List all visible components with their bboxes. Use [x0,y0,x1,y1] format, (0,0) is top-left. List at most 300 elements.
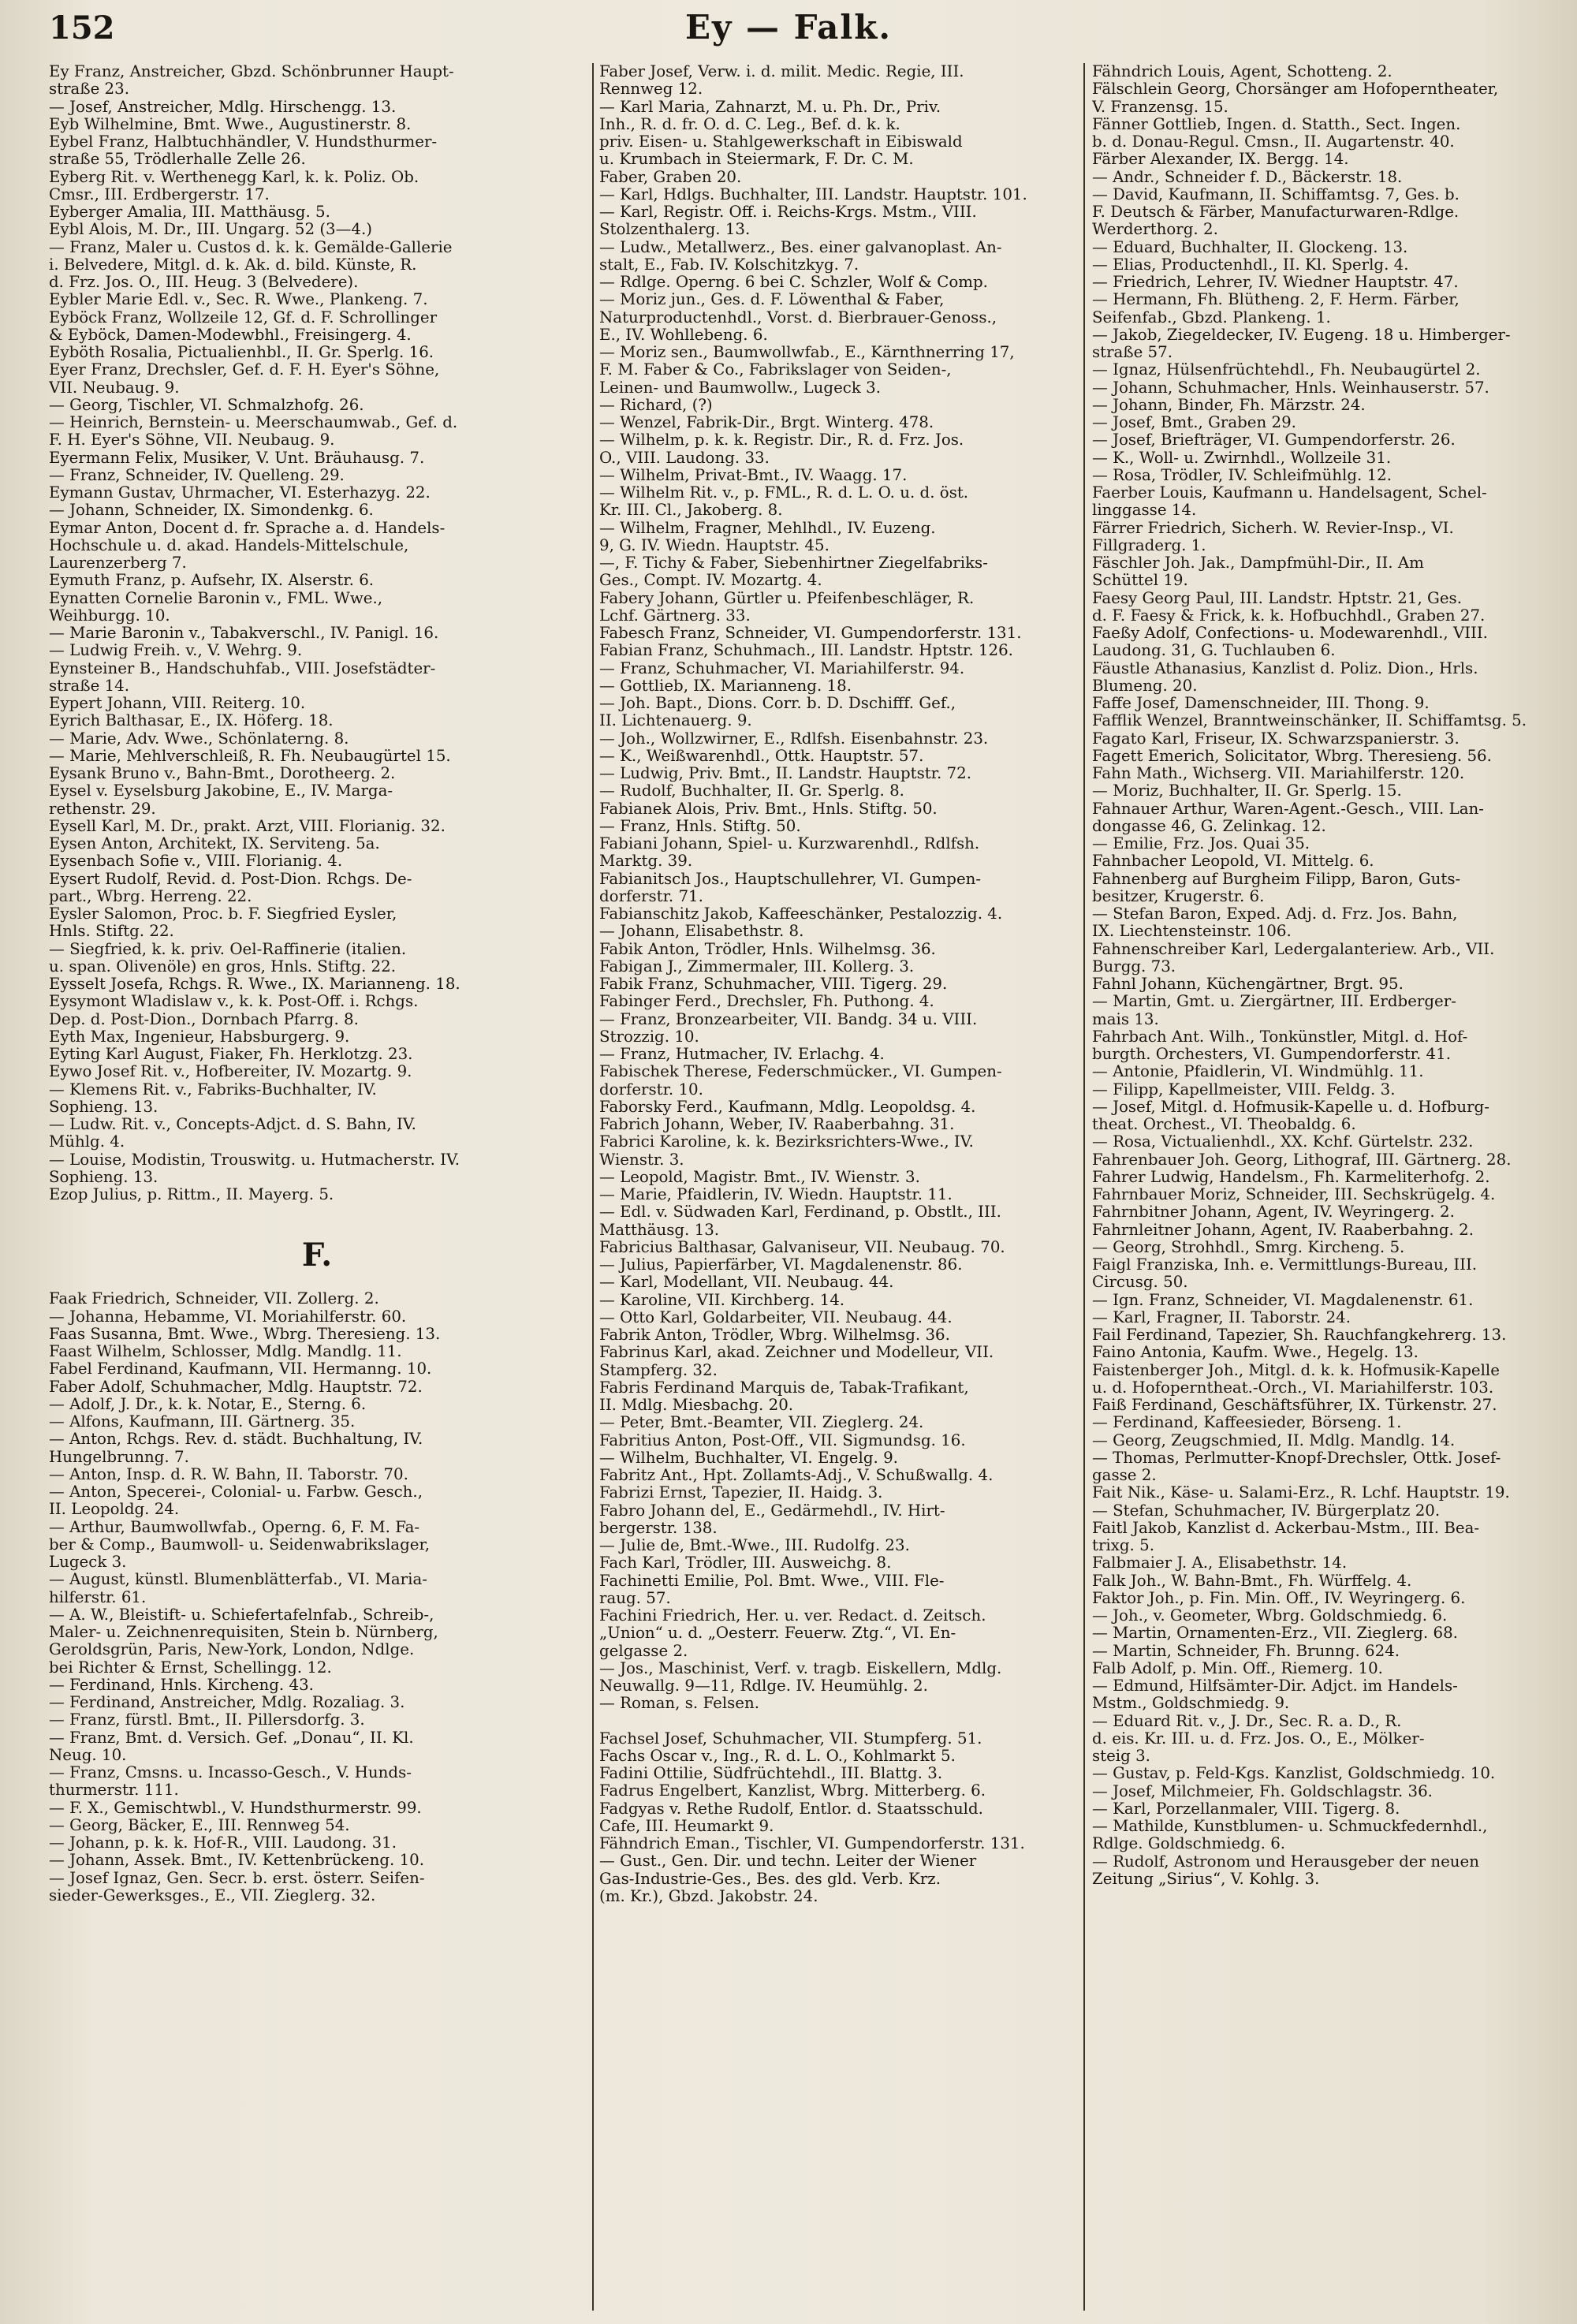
directory-line: — Joh. Bapt., Dions. Corr. b. D. Dschifff. Gef., [599,695,956,712]
directory-line: Faborsky Ferd., Kaufmann, Mdlg. Leopoldsg. 4. [599,1098,976,1116]
directory-line: Eymuth Franz, p. Aufsehr, IX. Alserstr. 6. [49,572,375,590]
directory-line: Laurenzerberg 7. [49,554,187,572]
directory-line: Faber, Graben 20. [599,168,742,186]
directory-line: — Josef, Mitgl. d. Hofmusik-Kapelle u. d. Hofburg- [1092,1098,1489,1116]
directory-line: Fahn Math., Wichserg. VII. Mariahilferstr. 120. [1092,765,1465,782]
directory-line: Fabianek Alois, Priv. Bmt., Hnls. Stiftg. 50. [599,800,938,818]
directory-line: — David, Kaufmann, II. Schiffamtsg. 7, Ges. b. [1092,185,1460,203]
directory-line: Laudong. 31, G. Tuchlauben 6. [1092,642,1336,660]
directory-line: — A. W., Bleistift- u. Schiefertafelnfab., Schreib-, [49,1606,434,1624]
directory-line: Fagett Emerich, Solicitator, Wbrg. Theresieng. 56. [1092,747,1492,765]
directory-line: Faast Wilhelm, Schlosser, Mdlg. Mandlg. 11. [49,1343,402,1360]
directory-line: Fabrich Johann, Weber, IV. Raaberbahng. 31. [599,1116,955,1133]
directory-line: Eyting Karl August, Fiaker, Fh. Herklotzg. 23. [49,1046,413,1063]
directory-line: gelgasse 2. [599,1642,688,1660]
directory-line: Eynsteiner B., Handschuhfab., VIII. Josefstädter- [49,659,436,677]
directory-line: — Gottlieb, IX. Marianneng. 18. [599,677,852,695]
directory-line: — Franz, Bronzearbeiter, VII. Bandg. 34 u. VIII. [599,1010,978,1028]
directory-line: Cmsr., III. Erdbergerstr. 17. [49,185,270,203]
directory-line: Eyberger Amalia, III. Matthäusg. 5. [49,203,330,221]
directory-line: Faigl Franziska, Inh. e. Vermittlungs-Bureau, III. [1092,1256,1478,1274]
directory-line: Sophieng. 13. [49,1168,158,1186]
directory-line: Fäustle Athanasius, Kanzlist d. Poliz. Dion., Hrls. [1092,659,1478,677]
directory-line: straße 23. [49,80,130,99]
directory-line: Fahrnbauer Moriz, Schneider, III. Sechskrügelg. 4. [1092,1186,1496,1203]
directory-line: — Franz, Schneider, IV. Quelleng. 29. [49,466,345,484]
directory-line: Faitl Jakob, Kanzlist d. Ackerbau-Mstm., III. Bea- [1092,1519,1480,1537]
directory-line: Fillgraderg. 1. [1092,536,1206,554]
directory-line: Fabrik Anton, Trödler, Wbrg. Wilhelmsg. 36. [599,1326,950,1344]
directory-line: — Wilhelm, Buchhalter, VI. Engelg. 9. [599,1449,898,1467]
directory-line: thurmerstr. 111. [49,1781,179,1800]
directory-line: Fahnauer Arthur, Waren-Agent.-Gesch., VIII. Lan- [1092,800,1484,818]
directory-line: — Josef Ignaz, Gen. Secr. b. erst. österr. Seifen- [49,1869,425,1887]
directory-line: Faktor Joh., p. Fin. Min. Off., IV. Weyringerg. 6. [1092,1589,1466,1607]
directory-line: Eymann Gustav, Uhrmacher, VI. Esterhazyg. 22. [49,484,431,502]
directory-line: hilferstr. 61. [49,1588,147,1606]
directory-line: — Franz, Cmsns. u. Incasso-Gesch., V. Hunds- [49,1764,412,1781]
directory-line: Kr. III. Cl., Jakoberg. 8. [599,502,783,520]
directory-line: Faistenberger Joh., Mitgl. d. k. k. Hofmusik-Kapelle [1092,1361,1500,1379]
directory-line: — Rudolf, Astronom und Herausgeber der neuen [1092,1852,1479,1871]
directory-line: Fahnl Johann, Küchengärtner, Brgt. 95. [1092,975,1404,993]
directory-line: Fabianitsch Jos., Hauptschullehrer, VI. Gumpen- [599,870,982,888]
directory-line: linggasse 14. [1092,502,1197,520]
directory-line: — Roman, s. Felsen. [599,1695,760,1713]
directory-line: Fahnbacher Leopold, VI. Mittelg. 6. [1092,852,1374,871]
directory-line: sieder-Gewerksges., E., VII. Zieglerg. 32. [49,1886,376,1904]
directory-line: Weihburgg. 10. [49,606,170,625]
directory-line: Fabritz Ant., Hpt. Zollamts-Adj., V. Schußwallg. 4. [599,1467,994,1484]
directory-line: bergerstr. 138. [599,1519,718,1537]
directory-line: — Marie Baronin v., Tabakverschl., IV. Panigl. 16. [49,625,439,642]
directory-line: Ezop Julius, p. Rittm., II. Mayerg. 5. [49,1186,334,1203]
directory-line: Hungelbrunng. 7. [49,1448,189,1466]
running-head: Ey — Falk. [684,8,893,47]
directory-line: — Moriz, Buchhalter, II. Gr. Sperlg. 15. [1092,782,1402,800]
directory-line: Fahrenbauer Joh. Georg, Lithograf, III. Gärtnerg. 28. [1092,1151,1512,1169]
directory-line: Färrer Friedrich, Sicherh. W. Revier-Insp., VI. [1092,519,1454,537]
directory-line: — Antonie, Pfaidlerin, VI. Windmühlg. 11. [1092,1063,1424,1081]
directory-line: — F. X., Gemischtwbl., V. Hundsthurmerstr. 99. [49,1799,422,1817]
directory-line: — Johanna, Hebamme, VI. Moriahilferstr. 60. [49,1307,407,1326]
directory-line: Faerber Louis, Kaufmann u. Handelsagent, Schel- [1092,484,1487,502]
directory-line: Neuwallg. 9—11, Rdlge. IV. Heumühlg. 2. [599,1677,928,1695]
directory-line: steig 3. [1092,1748,1150,1765]
directory-line: — Jakob, Ziegeldecker, IV. Eugeng. 18 u. Himberger- [1092,326,1511,344]
directory-line: Fabery Johann, Gürtler u. Pfeifenbeschläger, R. [599,589,975,607]
column-3 [1092,63,1577,2311]
directory-line: — Richard, (?) [599,396,713,414]
directory-line: Naturproductenhdl., Vorst. d. Bierbrauer-Genoss., [599,308,997,326]
directory-line: Fabiani Johann, Spiel- u. Kurzwarenhdl., Rdlfsh. [599,835,980,852]
directory-line: besitzer, Krugerstr. 6. [1092,887,1265,905]
directory-line: Fagato Karl, Friseur, IX. Schwarzspanierstr. 3. [1092,729,1460,748]
directory-line: Faas Susanna, Bmt. Wwe., Wbrg. Theresieng. 13. [49,1325,441,1343]
directory-line: Fabischek Therese, Federschmücker., VI. Gumpen- [599,1063,1002,1081]
directory-line: Cafe, III. Heumarkt 9. [599,1817,774,1835]
directory-line: d. F. Faesy & Frick, k. k. Hofbuchhdl., Graben 27. [1092,606,1486,625]
directory-line: F. H. Eyer's Söhne, VII. Neubaug. 9. [49,431,335,450]
directory-line: Fadgyas v. Rethe Rudolf, Entlor. d. Staatsschuld. [599,1800,983,1818]
directory-line: Fähndrich Louis, Agent, Schotteng. 2. [1092,63,1392,80]
directory-line: Lugeck 3. [49,1554,127,1571]
directory-line: — Anton, Insp. d. R. W. Bahn, II. Taborstr. 70. [49,1465,408,1483]
directory-line: Fahrnbitner Johann, Agent, IV. Weyringerg. 2. [1092,1203,1455,1222]
directory-line: Burgg. 73. [1092,957,1176,975]
directory-line: Fafflik Wenzel, Branntweinschänker, II. Schiffamtsg. 5. [1092,712,1527,730]
directory-line: — Georg, Bäcker, E., III. Rennweg 54. [49,1816,350,1834]
directory-line: — Filipp, Kapellmeister, VIII. Feldg. 3. [1092,1080,1396,1099]
directory-line: Matthäusg. 13. [599,1221,720,1239]
directory-line: — Karl, Hdlgs. Buchhalter, III. Landstr. Hauptstr. 101. [599,185,1027,203]
directory-line: — Ferdinand, Anstreicher, Mdlg. Rozaliag. 3. [49,1694,405,1711]
directory-line: Eymar Anton, Docent d. fr. Sprache a. d. Handels- [49,519,446,537]
directory-line: Faber Josef, Verw. i. d. milit. Medic. Regie, III. [599,63,964,80]
directory-line: — Joh., v. Geometer, Wbrg. Goldschmiedg. 6. [1092,1607,1448,1625]
directory-line: Eybl Alois, M. Dr., III. Ungarg. 52 (3—4.) [49,221,373,239]
directory-line: — Marie, Mehlverschleiß, R. Fh. Neubaugürtel 15. [49,747,451,765]
directory-line: Eysell Karl, M. Dr., prakt. Arzt, VIII. Florianig. 32. [49,817,446,835]
directory-line: ber & Comp., Baumwoll- u. Seidenwabrikslager, [49,1535,431,1554]
directory-line: Eysert Rudolf, Revid. d. Post-Dion. Rchgs. De- [49,870,412,888]
directory-line: Eysymont Wladislaw v., k. k. Post-Off. i. Rchgs. [49,993,419,1011]
directory-line: II. Leopoldg. 24. [49,1501,180,1519]
directory-line: — Rosa, Victualienhdl., XX. Kchf. Gürtelstr. 232. [1092,1133,1474,1151]
directory-line: — Wilhelm, p. k. k. Registr. Dir., R. d. Frz. Jos. [599,431,964,450]
directory-line: Strozzig. 10. [599,1028,699,1046]
directory-line: — Karl, Registr. Off. i. Reichs-Krgs. Mstm., VIII. [599,203,977,221]
column-divider [1083,63,1085,2311]
directory-line: — Karoline, VII. Kirchberg. 14. [599,1291,845,1309]
directory-line: gasse 2. [1092,1467,1157,1484]
directory-line: O., VIII. Laudong. 33. [599,449,770,467]
directory-line: Fabigan J., Zimmermaler, III. Kollerg. 3. [599,957,915,975]
directory-line: b. d. Donau-Regul. Cmsn., II. Augartenstr. 40. [1092,133,1455,151]
directory-line: — Jos., Maschinist, Verf. v. tragb. Eiskellern, Mdlg. [599,1659,1002,1677]
directory-line: Falb Adolf, p. Min. Off., Riemerg. 10. [1092,1659,1383,1677]
directory-line: straße 57. [1092,344,1173,361]
directory-line: — Karl Maria, Zahnarzt, M. u. Ph. Dr., Priv. [599,98,941,116]
directory-line: — Arthur, Baumwollwfab., Operng. 6, F. M. Fa- [49,1518,420,1536]
directory-line: Werderthorg. 2. [1092,221,1218,239]
directory-line: Eysenbach Sofie v., VIII. Florianig. 4. [49,852,343,871]
directory-line: Eysen Anton, Architekt, IX. Serviteng. 5a. [49,835,380,852]
directory-line: — Ludwig, Priv. Bmt., II. Landstr. Hauptstr. 72. [599,765,972,782]
directory-line: — Anton, Rchgs. Rev. d. städt. Buchhaltung, IV. [49,1431,423,1449]
directory-line: Fabik Anton, Trödler, Hnls. Wilhelmsg. 36. [599,940,936,958]
directory-line: — Josef, Briefträger, VI. Gumpendorferstr. 26. [1092,431,1456,450]
directory-line: burgth. Orchesters, VI. Gumpendorferstr. 41. [1092,1046,1451,1063]
directory-line: Seifenfab., Gbzd. Plankeng. 1. [1092,308,1331,326]
directory-line: d. Frz. Jos. O., III. Heug. 3 (Belvedere). [49,274,359,291]
directory-line: Rdlge. Goldschmiedg. 6. [1092,1835,1286,1853]
directory-line: Eysel v. Eyselsburg Jakobine, E., IV. Marga- [49,782,393,800]
directory-line: — Wilhelm, Privat-Bmt., IV. Waagg. 17. [599,466,908,484]
directory-line: Blumeng. 20. [1092,677,1198,695]
directory-line: Eybler Marie Edl. v., Sec. R. Wwe., Plankeng. 7. [49,291,428,309]
directory-line: Fabik Franz, Schuhmacher, VIII. Tigerg. 29. [599,975,948,993]
page-number: 152 [49,9,115,47]
directory-line: Fabel Ferdinand, Kaufmann, VII. Hermanng. 10. [49,1360,432,1378]
section-letter: F. [301,1237,333,1274]
directory-line: & Eyböck, Damen-Modewbhl., Freisingerg. 4. [49,326,412,344]
directory-line: Fabritius Anton, Post-Off., VII. Sigmundsg. 16. [599,1431,966,1449]
directory-line: Falbmaier J. A., Elisabethstr. 14. [1092,1554,1348,1572]
directory-line: Fahnenschreiber Karl, Ledergalanteriew. Arb., VII. [1092,940,1495,958]
directory-line: Mühlg. 4. [49,1133,125,1151]
directory-line: — Friedrich, Lehrer, IV. Wiedner Hauptstr. 47. [1092,274,1459,291]
directory-line: — Stefan Baron, Exped. Adj. d. Frz. Jos. Bahn, [1092,905,1458,923]
directory-line: — Franz, Bmt. d. Versich. Gef. „Donau“, II. Kl. [49,1729,414,1747]
directory-line: straße 55, Trödlerhalle Zelle 26. [49,151,306,169]
directory-line: Eyböth Rosalia, Pictualienhbl., II. Gr. Sperlg. 16. [49,344,434,361]
directory-line: — Ferdinand, Hnls. Kircheng. 43. [49,1676,314,1694]
directory-line: dorferstr. 71. [599,887,703,905]
directory-line: Färber Alexander, IX. Bergg. 14. [1092,151,1349,169]
directory-line: — Karl, Modellant, VII. Neubaug. 44. [599,1274,894,1292]
directory-line: Faino Antonia, Kaufm. Wwe., Hegelg. 13. [1092,1344,1419,1362]
directory-line: Faffe Josef, Damenschneider, III. Thong. 9. [1092,695,1430,712]
directory-line: — Gustav, p. Feld-Kgs. Kanzlist, Goldschmiedg. 10. [1092,1765,1496,1783]
directory-line: i. Belvedere, Mitgl. d. k. Ak. d. bild. Künste, R. [49,256,417,274]
directory-line: Eyth Max, Ingenieur, Habsburgerg. 9. [49,1028,350,1046]
directory-line: bei Richter & Ernst, Schellingg. 12. [49,1658,332,1677]
directory-line: Fähndrich Eman., Tischler, VI. Gumpendorferstr. 131. [599,1835,1025,1852]
directory-line: Eynatten Cornelie Baronin v., FML. Wwe., [49,589,383,607]
directory-line: — Georg, Zeugschmied, II. Mdlg. Mandlg. 14. [1092,1431,1456,1449]
directory-line: Stampferg. 32. [599,1361,718,1379]
directory-line: „Union“ u. d. „Oesterr. Feuerw. Ztg.“, VI. En- [599,1625,956,1643]
directory-line: Geroldsgrün, Paris, New-York, London, Ndlge. [49,1641,415,1659]
directory-line: — Marie, Adv. Wwe., Schönlaterng. 8. [49,729,349,748]
directory-line: — Franz, Maler u. Custos d. k. k. Gemälde-Gallerie [49,238,453,256]
directory-line: Eybel Franz, Halbtuchhändler, V. Hundsthurmer- [49,133,438,151]
directory-line: Fabesch Franz, Schneider, VI. Gumpendorferstr. 131. [599,625,1022,642]
spacer [49,1203,585,1221]
directory-line: Stolzenthalerg. 13. [599,221,751,239]
directory-line: — Rdlge. Operng. 6 bei C. Schzler, Wolf & Comp. [599,274,988,291]
directory-line: — Stefan, Schuhmacher, IV. Bürgerplatz 20. [1092,1501,1441,1520]
directory-line: Fabro Johann del, E., Gedärmehdl., IV. Hirt- [599,1501,945,1520]
directory-line: — Eduard Rit. v., J. Dr., Sec. R. a. D., R. [1092,1712,1402,1730]
directory-line: Fabinger Ferd., Drechsler, Fh. Puthong. 4. [599,993,934,1011]
directory-line: — Elias, Productenhdl., II. Kl. Sperlg. 4. [1092,256,1409,274]
directory-line: Eyer Franz, Drechsler, Gef. d. F. H. Eyer's Söhne, [49,361,440,379]
directory-line: Fänner Gottlieb, Ingen. d. Statth., Sect. Ingen. [1092,115,1461,133]
directory-line: — Franz, fürstl. Bmt., II. Pillersdorfg. 3. [49,1711,365,1729]
directory-line: — Wilhelm Rit. v., p. FML., R. d. L. O. u. d. öst. [599,484,969,502]
directory-line: E., IV. Wohllebeng. 6. [599,326,768,344]
directory-line: — Johann, Binder, Fh. Märzstr. 24. [1092,396,1366,414]
directory-line: —, F. Tichy & Faber, Siebenhirtner Ziegelfabriks- [599,554,988,572]
directory-line: — Julius, Papierfärber, VI. Magdalenenstr. 86. [599,1256,963,1274]
directory-line: Fabricius Balthasar, Galvaniseur, VII. Neubaug. 70. [599,1238,1005,1256]
directory-line: Eypert Johann, VIII. Reiterg. 10. [49,695,306,712]
directory-line: — Eduard, Buchhalter, II. Glockeng. 13. [1092,238,1408,256]
directory-line: Maler- u. Zeichnenrequisiten, Stein b. Nürnberg, [49,1624,438,1641]
directory-line: II. Mdlg. Miesbachg. 20. [599,1397,794,1414]
directory-line: Schüttel 19. [1092,572,1188,590]
directory-line: Wienstr. 3. [599,1151,684,1169]
page-header [0,0,1577,55]
directory-line: — Martin, Gmt. u. Ziergärtner, III. Erdberger- [1092,993,1456,1011]
directory-line: Fach Karl, Trödler, III. Ausweichg. 8. [599,1554,892,1572]
directory-line: Dep. d. Post-Dion., Dornbach Pfarrg. 8. [49,1010,359,1028]
directory-line: Fachinetti Emilie, Pol. Bmt. Wwe., VIII. Fle- [599,1572,945,1590]
directory-line: straße 14. [49,677,130,695]
directory-line: — Moriz sen., Baumwollwfab., E., Kärnthnerring 17, [599,344,1015,361]
directory-line: Fabrizi Ernst, Tapezier, II. Haidg. 3. [599,1484,883,1502]
directory-line: — Moriz jun., Ges. d. F. Löwenthal & Faber, [599,291,945,309]
directory-line: — August, künstl. Blumenblätterfab., VI. Maria- [49,1571,427,1589]
directory-line: Inh., R. d. fr. O. d. C. Leg., Bef. d. k. k. [599,115,900,133]
directory-line: — Ign. Franz, Schneider, VI. Magdalenenstr. 61. [1092,1291,1474,1309]
directory-line: — K., Woll- u. Zwirnhdl., Wollzeile 31. [1092,449,1392,467]
directory-line: u. span. Olivenöle) en gros, Hnls. Stiftg. 22. [49,957,397,975]
directory-line: u. Krumbach in Steiermark, F. Dr. C. M. [599,151,914,169]
directory-line: — Klemens Rit. v., Fabriks-Buchhalter, IV. [49,1080,377,1099]
directory-line: — Karl, Fragner, II. Taborstr. 24. [1092,1308,1351,1326]
spacer [599,1713,1072,1730]
directory-line: — Wenzel, Fabrik-Dir., Brgt. Winterg. 478. [599,414,934,431]
directory-line: — Anton, Specerei-, Colonial- u. Farbw. Gesch., [49,1483,423,1501]
directory-line: IX. Liechtensteinstr. 106. [1092,923,1292,941]
directory-line: — Wilhelm, Fragner, Mehlhdl., IV. Euzeng. [599,519,936,537]
directory-line: — Leopold, Magistr. Bmt., IV. Wienstr. 3. [599,1168,920,1186]
directory-line: Sophieng. 13. [49,1098,158,1116]
directory-line: — Ferdinand, Kaffeesieder, Börseng. 1. [1092,1414,1402,1432]
directory-line: Faeßy Adolf, Confections- u. Modewarenhdl., VIII. [1092,625,1488,642]
column-1 [49,63,585,2311]
directory-line: Zeitung „Sirius“, V. Kohlg. 3. [1092,1870,1320,1888]
directory-line: Circusg. 50. [1092,1274,1188,1292]
directory-line: — Emilie, Frz. Jos. Quai 35. [1092,835,1310,852]
directory-line: Fabrici Karoline, k. k. Bezirksrichters-Wwe., IV. [599,1133,974,1151]
directory-line: — Hermann, Fh. Blütheng. 2, F. Herm. Färber, [1092,291,1460,309]
directory-line: — Georg, Strohhdl., Smrg. Kircheng. 5. [1092,1238,1405,1256]
directory-line: Fäschler Joh. Jak., Dampfmühl-Dir., II. Am [1092,554,1424,572]
directory-line: — Joh., Wollzwirner, E., Rdlfsh. Eisenbahnstr. 23. [599,729,989,748]
directory-line: — Josef, Milchmeier, Fh. Goldschlagstr. 36. [1092,1782,1433,1800]
directory-line: raug. 57. [599,1589,671,1607]
directory-line: Fail Ferdinand, Tapezier, Sh. Rauchfangkehrerg. 13. [1092,1326,1507,1344]
directory-line: Fachsel Josef, Schuhmacher, VII. Stumpferg. 51. [599,1729,982,1748]
directory-line: Eyermann Felix, Musiker, V. Unt. Bräuhausg. 7. [49,449,425,467]
directory-line: rethenstr. 29. [49,800,156,818]
directory-line: Fadini Ottilie, Südfrüchtehdl., III. Blattg. 3. [599,1765,943,1782]
directory-line: Eyb Wilhelmine, Bmt. Wwe., Augustinerstr. 8. [49,115,412,133]
directory-line: 9, G. IV. Wiedn. Hauptstr. 45. [599,536,830,554]
directory-line: Eywo Josef Rit. v., Hofbereiter, IV. Mozartg. 9. [49,1063,412,1081]
directory-line: Lchf. Gärtnerg. 33. [599,606,751,625]
directory-line: — Ludw. Rit. v., Concepts-Adjct. d. S. Bahn, IV. [49,1116,416,1133]
directory-line: — Alfons, Kaufmann, III. Gärtnerg. 35. [49,1413,356,1431]
directory-line: — Siegfried, k. k. priv. Oel-Raffinerie (italien. [49,940,407,958]
directory-line: Fait Nik., Käse- u. Salami-Erz., R. Lchf. Hauptstr. 19. [1092,1484,1510,1502]
directory-line: trixg. 5. [1092,1537,1154,1554]
directory-line: — Martin, Ornamenten-Erz., VII. Zieglerg. 68. [1092,1625,1458,1643]
directory-line: Fadrus Engelbert, Kanzlist, Wbrg. Mitterberg. 6. [599,1782,986,1800]
directory-line: Falk Joh., W. Bahn-Bmt., Fh. Würffelg. 4. [1092,1572,1412,1590]
directory-line: theat. Orchest., VI. Theobaldg. 6. [1092,1116,1356,1133]
directory-line: — Rudolf, Buchhalter, II. Gr. Sperlg. 8. [599,782,904,800]
directory-line: d. eis. Kr. III. u. d. Frz. Jos. O., E., Mölker- [1092,1729,1425,1748]
directory-line: — Johann, Schneider, IX. Simondenkg. 6. [49,502,374,520]
directory-line: Eyrich Balthasar, E., IX. Höferg. 18. [49,712,334,730]
column-divider [592,63,594,2311]
directory-line: Eysselt Josefa, Rchgs. R. Wwe., IX. Marianneng. 18. [49,975,460,993]
directory-line: — Gust., Gen. Dir. und techn. Leiter der Wiener [599,1852,977,1871]
directory-line: u. d. Hofoperntheat.-Orch., VI. Mariahilferstr. 103. [1092,1378,1494,1397]
directory-line: Fälschlein Georg, Chorsänger am Hofoperntheater, [1092,80,1499,99]
directory-line: — Franz, Schuhmacher, VI. Mariahilferstr. 94. [599,659,965,677]
directory-line: — Ludwig Freih. v., V. Wehrg. 9. [49,642,303,660]
directory-line: — Andr., Schneider f. D., Bäckerstr. 18. [1092,168,1403,186]
directory-line: F. M. Faber & Co., Fabrikslager von Seiden-, [599,361,952,379]
column-2 [599,63,1072,2311]
directory-line: — Peter, Bmt.-Beamter, VII. Zieglerg. 24. [599,1414,924,1432]
directory-line: Fabrinus Karl, akad. Zeichner und Modelleur, VII. [599,1344,994,1362]
directory-line: — Edmund, Hilfsämter-Dir. Adjct. im Handels- [1092,1677,1458,1695]
directory-line: Hochschule u. d. akad. Handels-Mittelschule, [49,536,409,554]
directory-line: (m. Kr.), Gbzd. Jakobstr. 24. [599,1887,818,1905]
directory-line: — Otto Karl, Goldarbeiter, VII. Neubaug. 44. [599,1308,953,1326]
directory-line: Hnls. Stiftg. 22. [49,923,174,941]
directory-line: dorferstr. 10. [599,1080,703,1099]
directory-line: — Edl. v. Südwaden Karl, Ferdinand, p. Obstlt., III. [599,1203,1001,1222]
directory-line: Fabian Franz, Schuhmach., III. Landstr. Hptstr. 126. [599,642,1013,660]
directory-line: — Marie, Pfaidlerin, IV. Wiedn. Hauptstr. 11. [599,1186,953,1203]
directory-line: Fachs Oscar v., Ing., R. d. L. O., Kohlmarkt 5. [599,1747,956,1765]
directory-line: — Ignaz, Hülsenfrüchtehdl., Fh. Neubaugürtel 2. [1092,361,1481,379]
directory-line: Eyberg Rit. v. Werthenegg Karl, k. k. Poliz. Ob. [49,168,419,186]
directory-line: Faak Friedrich, Schneider, VII. Zollerg. 2. [49,1290,379,1308]
directory-line: Eyböck Franz, Wollzeile 12, Gf. d. F. Schrollinger [49,308,438,326]
directory-line: — Johann, Elisabethstr. 8. [599,923,804,941]
directory-line: — Josef, Bmt., Graben 29. [1092,414,1296,431]
directory-line: — Rosa, Trödler, IV. Schleifmühlg. 12. [1092,466,1392,484]
directory-line: Fahrnleitner Johann, Agent, IV. Raaberbahng. 2. [1092,1221,1474,1239]
directory-line: — Johann, p. k. k. Hof-R., VIII. Laudong. 31. [49,1834,397,1852]
directory-line: Faiß Ferdinand, Geschäftsführer, IX. Türkenstr. 27. [1092,1397,1497,1414]
directory-line: — Karl, Porzellanmaler, VIII. Tigerg. 8. [1092,1800,1400,1818]
directory-line: Marktg. 39. [599,852,693,871]
directory-line: dongasse 46, G. Zelinkag. 12. [1092,817,1326,835]
directory-line: Mstm., Goldschmiedg. 9. [1092,1695,1290,1713]
directory-line: — K., Weißwarenhdl., Ottk. Hauptstr. 57. [599,747,924,765]
directory-line: — Julie de, Bmt.-Wwe., III. Rudolfg. 23. [599,1537,910,1554]
directory-line: Fahrbach Ant. Wilh., Tonkünstler, Mitgl. d. Hof- [1092,1028,1468,1046]
directory-line: VII. Neubaug. 9. [49,379,180,397]
directory-line: — Heinrich, Bernstein- u. Meerschaumwab., Gef. d. [49,414,458,431]
directory-line: — Louise, Modistin, Trouswitg. u. Hutmacherstr. IV. [49,1151,460,1169]
directory-line: Fabris Ferdinand Marquis de, Tabak-Trafikant, [599,1378,969,1397]
directory-line: — Franz, Hnls. Stiftg. 50. [599,817,801,835]
directory-line: F. Deutsch & Färber, Manufacturwaren-Rdlge. [1092,203,1460,221]
directory-line: Eysank Bruno v., Bahn-Bmt., Dorotheerg. 2. [49,765,396,782]
directory-line: Faesy Georg Paul, III. Landstr. Hptstr. 21, Ges. [1092,589,1463,607]
directory-line: Ey Franz, Anstreicher, Gbzd. Schönbrunner Haupt- [49,63,454,80]
directory-line: part., Wbrg. Herreng. 22. [49,887,252,905]
directory-line: Fahnenberg auf Burgheim Filipp, Baron, Guts- [1092,870,1461,888]
directory-line: Faber Adolf, Schuhmacher, Mdlg. Hauptstr. 72. [49,1378,423,1396]
directory-line: — Georg, Tischler, VI. Schmalzhofg. 26. [49,396,364,414]
directory-line: V. Franzensg. 15. [1092,98,1228,116]
directory-line: — Adolf, J. Dr., k. k. Notar, E., Sterng. 6. [49,1395,367,1413]
directory-line: Ges., Compt. IV. Mozartg. 4. [599,572,822,590]
directory-line: — Johann, Schuhmacher, Hnls. Weinhauserstr. 57. [1092,379,1489,397]
